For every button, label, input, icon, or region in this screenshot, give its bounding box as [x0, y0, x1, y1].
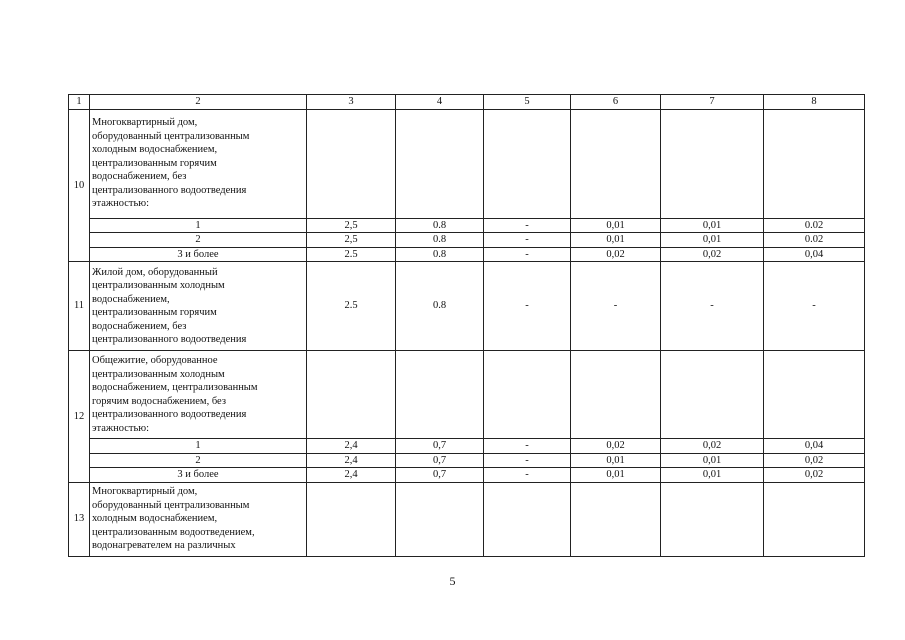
table-row — [69, 109, 865, 218]
value-cell: 0.8 — [396, 262, 484, 351]
value-cell: 2,5 — [307, 218, 396, 233]
value-cell: 0.8 — [396, 218, 484, 233]
floor-label: 2 — [90, 453, 307, 468]
description-line: централизованного водоотведения — [92, 184, 247, 196]
value-cell: 0,02 — [661, 247, 764, 262]
table-subrow — [69, 439, 865, 454]
row-description — [90, 262, 307, 351]
value-cell: - — [484, 247, 571, 262]
value-cell: 0.02 — [764, 233, 865, 248]
header-cell: 3 — [307, 95, 396, 110]
table-row — [69, 482, 865, 556]
value-cell: 2,5 — [307, 233, 396, 248]
description-line: этажностью: — [92, 422, 150, 434]
empty-cell — [307, 351, 396, 439]
value-cell: 0,04 — [764, 439, 865, 454]
value-cell: - — [484, 439, 571, 454]
description-line: централизованным горячим — [92, 157, 217, 169]
value-cell: 0,01 — [571, 218, 661, 233]
empty-cell — [484, 482, 571, 556]
empty-cell — [396, 351, 484, 439]
description-line: оборудованный централизованным — [92, 130, 250, 142]
description-line: централизованным холодным — [92, 368, 225, 380]
value-cell: 0,02 — [571, 247, 661, 262]
header-cell: 4 — [396, 95, 484, 110]
header-cell: 2 — [90, 95, 307, 110]
description-line: холодным водоснабжением, — [92, 513, 218, 525]
description-line: холодным водоснабжением, — [92, 144, 218, 156]
empty-cell — [396, 482, 484, 556]
description-line: водонагревателем на различных — [92, 540, 236, 552]
value-cell: 0,01 — [571, 468, 661, 483]
value-cell: 0,02 — [571, 439, 661, 454]
description-line: этажностью: — [92, 198, 150, 210]
description-line: оборудованный централизованным — [92, 499, 250, 511]
value-cell: 0,02 — [764, 453, 865, 468]
value-cell: 0,01 — [571, 233, 661, 248]
description-line: водоснабжением, без — [92, 320, 187, 332]
value-cell: 0,02 — [661, 439, 764, 454]
value-cell: 0,02 — [764, 468, 865, 483]
value-cell: - — [484, 262, 571, 351]
floor-label: 3 и более — [90, 468, 307, 483]
value-cell: - — [484, 453, 571, 468]
floor-label: 2 — [90, 233, 307, 248]
value-cell: 0.8 — [396, 233, 484, 248]
floor-label: 1 — [90, 439, 307, 454]
empty-cell — [571, 482, 661, 556]
floor-label: 1 — [90, 218, 307, 233]
row-description — [90, 351, 307, 439]
page-number: 5 — [449, 574, 456, 588]
row-description — [90, 109, 307, 218]
description-line: водоснабжением, без — [92, 171, 187, 183]
value-cell: 0.02 — [764, 218, 865, 233]
empty-cell — [571, 351, 661, 439]
header-cell: 1 — [69, 95, 90, 110]
empty-cell — [764, 351, 865, 439]
description-line: Жилой дом, оборудованный — [92, 266, 218, 278]
empty-cell — [307, 482, 396, 556]
table-subrow — [69, 233, 865, 248]
value-cell: - — [484, 218, 571, 233]
description-line: централизованного водоотведения — [92, 334, 247, 345]
empty-cell — [571, 109, 661, 218]
header-cell: 7 — [661, 95, 764, 110]
table-row — [69, 262, 865, 351]
value-cell: - — [484, 233, 571, 248]
empty-cell — [764, 482, 865, 556]
value-cell: - — [484, 468, 571, 483]
value-cell: 0,04 — [764, 247, 865, 262]
empty-cell — [661, 482, 764, 556]
value-cell: 2.5 — [307, 262, 396, 351]
row-description — [90, 482, 307, 556]
row-number: 10 — [69, 109, 90, 262]
norms-table — [68, 94, 865, 557]
value-cell: 2,4 — [307, 468, 396, 483]
value-cell: 0,01 — [661, 453, 764, 468]
table-row — [69, 351, 865, 439]
empty-cell — [484, 109, 571, 218]
empty-cell — [396, 109, 484, 218]
description-line: горячим водоснабжением, без — [92, 395, 226, 407]
empty-cell — [661, 351, 764, 439]
value-cell: - — [661, 262, 764, 351]
value-cell: 0,01 — [661, 468, 764, 483]
empty-cell — [484, 351, 571, 439]
header-cell: 8 — [764, 95, 865, 110]
value-cell: 0,7 — [396, 439, 484, 454]
value-cell: 0,01 — [661, 218, 764, 233]
description-line: централизованным холодным — [92, 280, 225, 291]
value-cell: 0,01 — [661, 233, 764, 248]
table-subrow — [69, 468, 865, 483]
header-cell: 6 — [571, 95, 661, 110]
description-line: водоснабжением, централизованным — [92, 382, 258, 393]
value-cell: 2.5 — [307, 247, 396, 262]
table-header-row — [69, 95, 865, 110]
value-cell: 2,4 — [307, 439, 396, 454]
value-cell: 0,7 — [396, 468, 484, 483]
value-cell: - — [764, 262, 865, 351]
table-subrow — [69, 247, 865, 262]
empty-cell — [661, 109, 764, 218]
description-line: централизованным водоотведением, — [92, 526, 255, 538]
table-subrow — [69, 453, 865, 468]
description-line: Общежитие, оборудованное — [92, 355, 218, 366]
description-line: Многоквартирный дом, — [92, 486, 198, 498]
table-subrow — [69, 218, 865, 233]
value-cell: 0,01 — [571, 453, 661, 468]
description-line: централизованного водоотведения — [92, 409, 247, 420]
value-cell: 0,7 — [396, 453, 484, 468]
empty-cell — [764, 109, 865, 218]
header-cell: 5 — [484, 95, 571, 110]
row-number: 12 — [69, 351, 90, 483]
description-line: водоснабжением, — [92, 293, 170, 305]
description-line: Многоквартирный дом, — [92, 117, 198, 129]
empty-cell — [307, 109, 396, 218]
value-cell: 0.8 — [396, 247, 484, 262]
row-number: 11 — [69, 262, 90, 351]
value-cell: 2,4 — [307, 453, 396, 468]
floor-label: 3 и более — [90, 247, 307, 262]
row-number: 13 — [69, 482, 90, 556]
value-cell: - — [571, 262, 661, 351]
description-line: централизованным горячим — [92, 307, 217, 318]
